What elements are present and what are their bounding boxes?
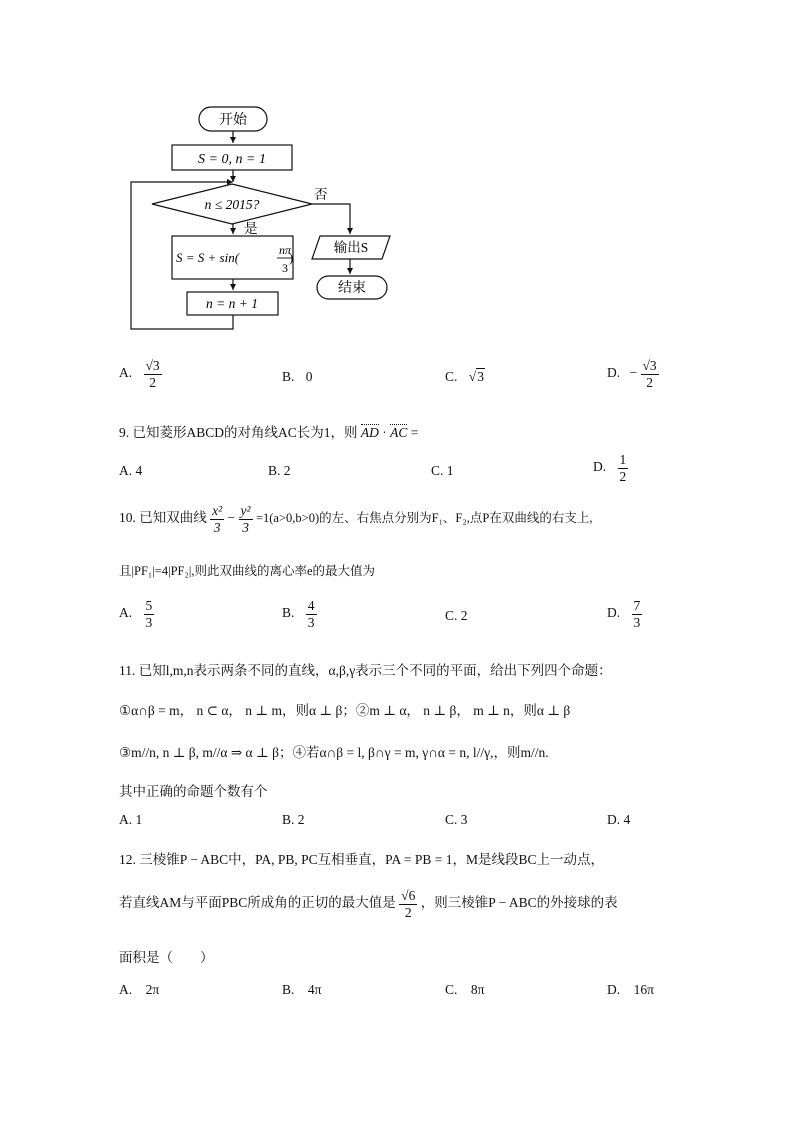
no-label: 否 (314, 187, 328, 202)
yes-label: 是 (244, 221, 258, 236)
q9-option-a[interactable]: A. 4 (119, 463, 143, 478)
q12-option-a[interactable]: A. 2π (119, 982, 160, 997)
q11-stem-line2: ①α∩β = m， n ⊂ α， n ⊥ m，则α ⊥ β；②m ⊥ α， n ⊥ β， m ⊥ n，则α ⊥ β (119, 703, 571, 718)
body-label-pre: S = S + sin( (176, 250, 240, 265)
q12-option-b[interactable]: B. 4π (282, 982, 322, 997)
output-label: 输出S (333, 240, 369, 255)
q10-option-c[interactable]: C. 2 (445, 608, 468, 623)
q11-option-b[interactable]: B. 2 (282, 812, 305, 827)
flowchart (0, 0, 794, 340)
body-label-post: ) (289, 250, 294, 265)
q9-option-d[interactable]: D. $\frac{1}{2}$ (593, 452, 627, 484)
q12-option-d[interactable]: D. 16π (607, 982, 654, 997)
body-label-num: nπ (278, 243, 292, 257)
q8-option-c[interactable]: C. √3 (445, 369, 484, 384)
q11-stem-line4: 其中正确的命题个数有个 (119, 784, 268, 799)
q10-stem-line2: 且|PF₁|=4|PF₂|,则此双曲线的离心率e的最大值为 (119, 564, 376, 578)
q9-stem: 9. 已知菱形ABCD的对角线AC长为1，则 AD · AC = (119, 425, 419, 440)
end-label: 结束 (338, 281, 366, 296)
q12-option-c[interactable]: C. 8π (445, 982, 485, 997)
q11-stem-line1: 11. 已知l,m,n表示两条不同的直线，α,β,γ表示三个不同的平面，给出下列四个命题： (119, 663, 612, 678)
body-label-den: 3 (282, 261, 288, 275)
start-label: 开始 (219, 113, 247, 128)
q12-stem-line2: 若直线AM与平面PBC所成角的正切的最大值是 $\frac{√6}{2}$ ，则三棱锥P − ABC的外接球的表 (119, 888, 618, 920)
increment-label: n = n + 1 (206, 296, 258, 311)
q8-option-b[interactable]: B. 0 (282, 369, 313, 384)
q8-option-d[interactable]: D. − $\frac{√3}{2}$ (607, 358, 657, 390)
q11-option-c[interactable]: C. 3 (445, 812, 468, 827)
q10-option-d[interactable]: D. $\frac{7}{3}$ (607, 598, 641, 630)
condition-label: n ≤ 2015? (204, 197, 260, 212)
init-label: S = 0, n = 1 (198, 152, 266, 167)
q10-stem-line1: 10. 已知双曲线 $\frac{\text{x²}}{3}$ − $\frac{\text{y²}}{3}$ =1(a>0,b>0)的左、右焦点分别为F₁、F₂,点P在双曲线的右支上, (119, 503, 593, 535)
q10-option-a[interactable]: A. $\frac{5}{3}$ (119, 598, 153, 630)
q9-option-c[interactable]: C. 1 (431, 463, 454, 478)
q11-stem-line3: ③m//n, n ⊥ β, m//α ⇒ α ⊥ β；④若α∩β = l, β∩γ = m, γ∩α = n, l//γ,，则m//n. (119, 745, 549, 760)
q8-option-a[interactable]: A. $\frac{√3}{2}$ (119, 358, 160, 390)
q11-option-d[interactable]: D. 4 (607, 812, 631, 827)
q11-option-a[interactable]: A. 1 (119, 812, 143, 827)
q12-stem-line1: 12. 三棱锥P − ABC中，PA, PB, PC互相垂直，PA = PB = 1，M是线段BC上一动点， (119, 852, 604, 867)
q10-option-b[interactable]: B. $\frac{4}{3}$ (282, 598, 315, 630)
q9-option-b[interactable]: B. 2 (268, 463, 291, 478)
q12-stem-line3: 面积是（ ） (119, 950, 214, 965)
